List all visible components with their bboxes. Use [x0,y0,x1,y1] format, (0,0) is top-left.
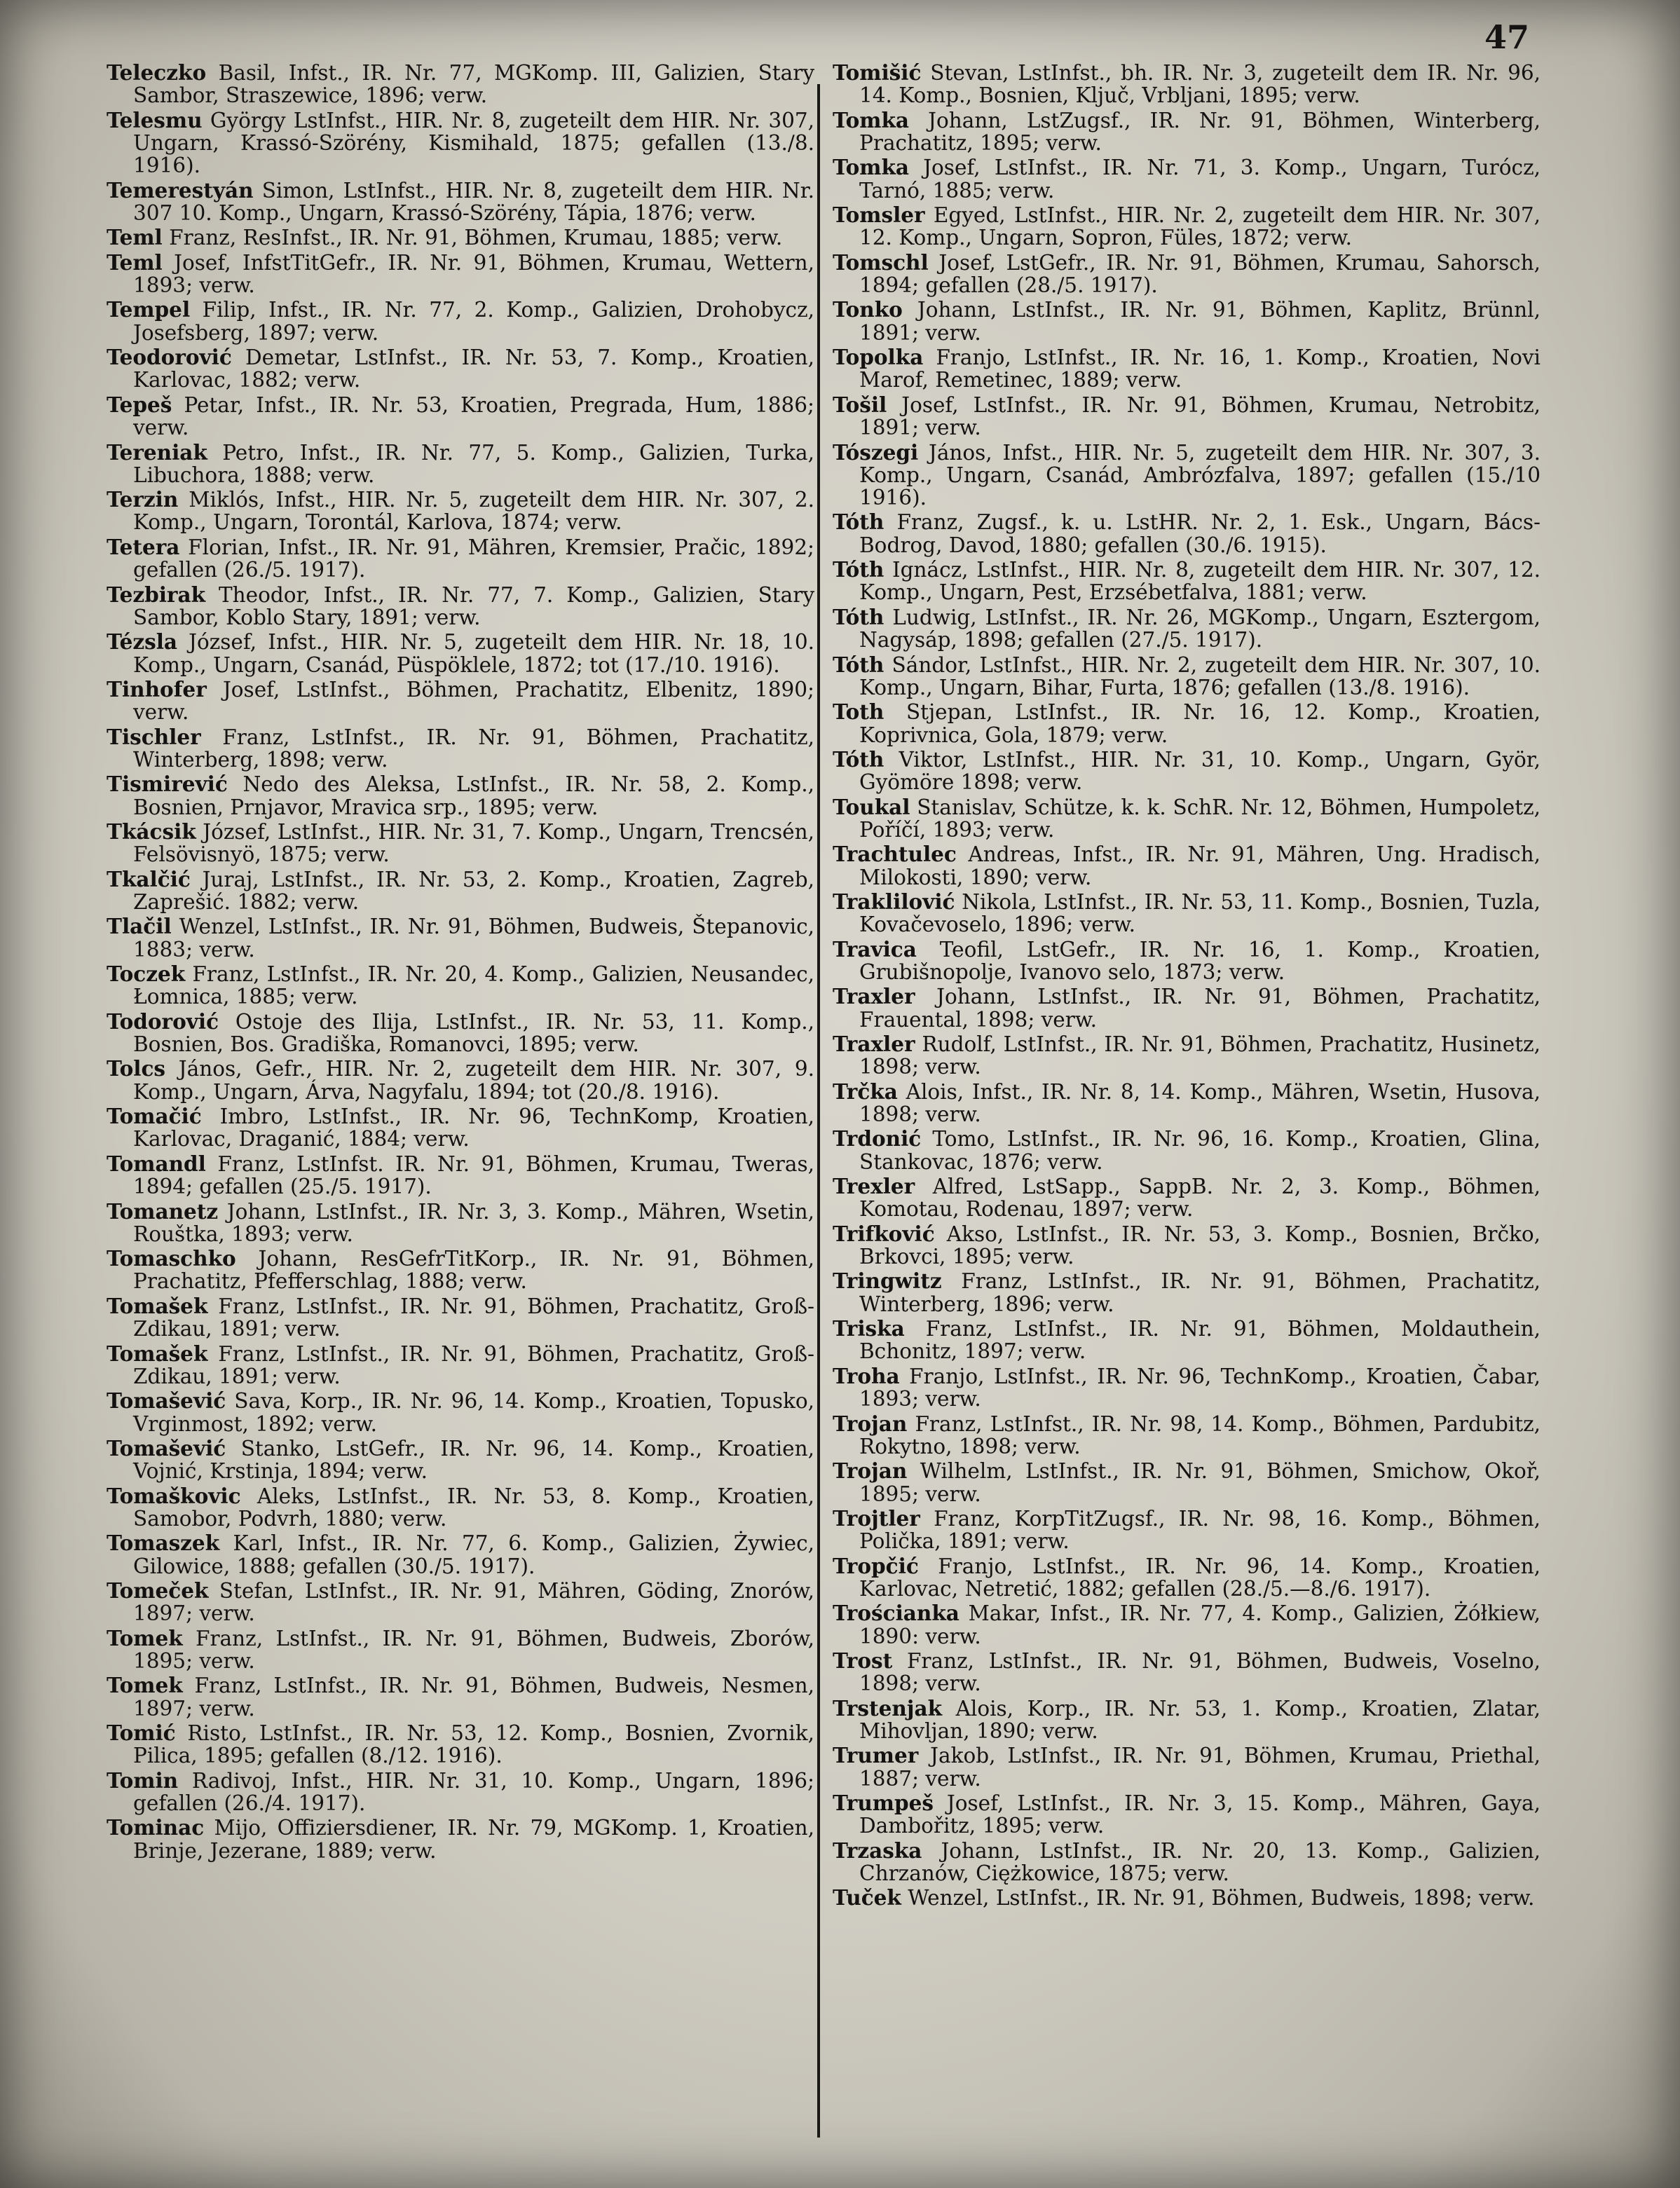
list-item [833,938,1541,984]
entry-surname: Tepeš [107,392,172,417]
entry-surname: Tetera [107,534,180,559]
entry-details: Franz, LstInfst., IR. Nr. 91, Böhmen, Budweis, Zborów, 1895; verw. [133,1626,814,1673]
entry-details: Franz, LstInfst., IR. Nr. 98, 14. Komp., Böhmen, Pardubitz, Rokytno, 1898; verw. [859,1411,1541,1458]
entry-surname: Tolcs [107,1056,166,1081]
entry-details: Miklós, Infst., HIR. Nr. 5, zugeteilt dem HIR. Nr. 307, 2. Komp., Ungarn, Torontál, Karlova, 1874; verw. [133,488,814,535]
entry-details: Sándor, LstInfst., HIR. Nr. 2, zugeteilt dem HIR. Nr. 307, 10. Komp., Ungarn, Bihar, Furta, 1876; gefallen (13./8. 1916). [859,652,1541,699]
list-item [833,1792,1541,1838]
list-item [107,678,814,724]
entry-details: Franz, LstInfst., IR. Nr. 20, 4. Komp., Galizien, Neusandec, Łomnica, 1885; verw. [133,962,814,1009]
entry-surname: Tringwitz [833,1269,942,1294]
list-item [833,985,1541,1031]
entry-details: Johann, ResGefrTitKorp., IR. Nr. 91, Böhmen, Prachatitz, Pfefferschlag, 1888; verw. [133,1247,814,1294]
list-item [833,62,1541,107]
list-item [833,394,1541,439]
list-item [833,511,1541,556]
entry-surname: Topolka [833,345,924,370]
list-item [107,439,814,487]
entry-details: Alois, Infst., IR. Nr. 8, 14. Komp., Mähren, Wsetin, Husova, 1898; verw. [859,1079,1541,1127]
entry-details: József, Infst., HIR. Nr. 5, zugeteilt dem HIR. Nr. 18, 10. Komp., Ungarn, Csanád, Püspöklele, 1872; tot (17./10. 1916). [133,630,814,677]
list-item [107,1770,814,1815]
entry-surname: Terzin [107,487,179,512]
entry-surname: Telesmu [107,107,203,132]
entry-details: Josef, LstInfst., IR. Nr. 91, Böhmen, Krumau, Netrobitz, 1891; verw. [859,392,1541,440]
entry-details: Stanislav, Schütze, k. k. SchR. Nr. 12, Böhmen, Humpoletz, Poříčí, 1893; verw. [859,795,1541,842]
entry-surname: Toth [833,699,885,725]
entry-details: Ignácz, LstInfst., HIR. Nr. 8, zugeteilt dem HIR. Nr. 307, 12. Komp., Ungarn, Pest, Erzsébetfalva, 1881; verw. [859,558,1541,605]
entry-surname: Tomek [107,1673,183,1698]
entry-details: Alfred, LstSapp., SappB. Nr. 2, 3. Komp., Böhmen, Komotau, Rodenau, 1897; verw. [859,1175,1541,1222]
entry-surname: Tropčić [833,1553,919,1578]
entry-details: Josef, LstInfst., Böhmen, Prachatitz, Elbenitz, 1890; verw. [133,677,814,725]
list-item [107,299,814,344]
entry-surname: Tóth [833,652,885,677]
page-number: 47 [1484,18,1530,56]
entry-surname: Tinhofer [107,676,207,702]
entry-details: Franz, LstInfst., IR. Nr. 91, Böhmen, Prachatitz, Groß-Zdikau, 1891; verw. [133,1341,814,1388]
list-item [833,843,1541,889]
entry-details: Johann, LstInfst., IR. Nr. 91, Böhmen, Prachatitz, Frauental, 1898; verw. [859,985,1541,1032]
entry-details: Teofil, LstGefr., IR. Nr. 16, 1. Komp., Kroatien, Grubišnopolje, Ivanovo selo, 1873; verw. [859,937,1541,984]
entry-details: Franz, Zugsf., k. u. LstHR. Nr. 2, 1. Esk., Ungarn, Bács-Bodrog, Davod, 1880; gefallen (30./6. 1915). [859,510,1541,557]
list-item [107,726,814,772]
list-item [107,109,814,177]
entry-details: Egyed, LstInfst., HIR. Nr. 2, zugeteilt dem HIR. Nr. 307, 12. Komp., Ungarn, Sopron, Füles, 1872; verw. [859,203,1541,250]
entry-surname: Tomka [833,107,910,132]
entry-surname: Tomin [107,1768,179,1793]
list-item [107,915,814,961]
entry-surname: Tomeček [107,1578,209,1603]
list-item [107,1437,814,1483]
list-item [107,1485,814,1531]
entry-details: Alois, Korp., IR. Nr. 53, 1. Komp., Kroatien, Zlatar, Mihovljan, 1890; verw. [859,1696,1541,1743]
entry-surname: Trojtler [833,1505,920,1531]
entry-surname: Trost [833,1648,893,1673]
entry-surname: Tischler [107,724,201,749]
entry-details: Ostoje des Ilija, LstInfst., IR. Nr. 53, 11. Komp., Bosnien, Bos. Gradiška, Romanovci, 1895; verw. [133,1009,814,1057]
entry-details: János, Infst., HIR. Nr. 5, zugeteilt dem HIR. Nr. 307, 3. Komp., Ungarn, Csanád, Ambrózfalva, 1897; gefallen (15./10 1916). [859,440,1541,510]
entry-details: Makar, Infst., IR. Nr. 77, 4. Komp., Galizien, Żółkiew, 1890: verw. [859,1601,1541,1648]
entry-surname: Tomschl [833,249,929,275]
entry-details: Stanko, LstGefr., IR. Nr. 96, 14. Komp., Kroatien, Vojnić, Krstinja, 1894; verw. [133,1436,814,1484]
entry-surname: Tézsla [107,629,178,655]
list-item [833,1744,1541,1790]
list-item [833,1460,1541,1505]
list-item [107,1817,814,1862]
entry-surname: Tomsler [833,203,925,228]
entry-details: Johann, LstInfst., IR. Nr. 91, Böhmen, Kaplitz, Brünnl, 1891; verw. [859,298,1541,345]
list-item [833,299,1541,344]
entry-surname: Teodorović [107,345,232,370]
list-item [833,1555,1541,1601]
entry-surname: Tereniak [107,439,207,465]
entry-surname: Trexler [833,1174,915,1199]
entry-details: Aleks, LstInfst., IR. Nr. 53, 8. Komp., Kroatien, Samobor, Podvrh, 1880; verw. [133,1484,814,1531]
list-item [107,1532,814,1578]
entry-surname: Trojan [833,1458,908,1484]
entry-surname: Tóth [833,746,885,772]
entry-details: Franz, LstInfst., IR. Nr. 91, Böhmen, Budweis, Voselno, 1898; verw. [859,1648,1541,1696]
entry-details: Risto, LstInfst., IR. Nr. 53, 12. Komp., Bosnien, Zvornik, Pilica, 1895; gefallen (8./12. 1916). [133,1721,814,1768]
list-item [833,156,1541,202]
entry-surname: Triska [833,1316,905,1341]
entry-details: Wenzel, LstInfst., IR. Nr. 91, Böhmen, Budweis, 1898; verw. [901,1886,1535,1910]
entry-surname: Tóth [833,604,885,629]
entry-details: Josef, LstInfst., IR. Nr. 71, 3. Komp., Ungarn, Turócz, Tarnó, 1885; verw. [859,156,1541,203]
list-item [833,1128,1541,1173]
entry-details: Simon, LstInfst., HIR. Nr. 8, zugeteilt dem HIR. Nr. 307 10. Komp., Ungarn, Krassó-Szörény, Tápia, 1876; verw. [133,178,814,225]
entry-details: Tomo, LstInfst., IR. Nr. 96, 16. Komp., Kroatien, Glina, Stankovac, 1876; verw. [859,1127,1541,1174]
list-item [107,584,814,629]
entry-details: Theodor, Infst., IR. Nr. 77, 7. Komp., Galizien, Stary Sambor, Koblo Stary, 1891; verw. [133,582,814,629]
entry-details: Stefan, LstInfst., IR. Nr. 91, Mähren, Göding, Znorów, 1897; verw. [133,1579,814,1626]
list-item [107,536,814,582]
entry-surname: Trstenjak [833,1695,943,1721]
left-column [107,62,814,1864]
list-item [833,701,1541,746]
list-item [107,1343,814,1388]
entry-surname: Temerestyán [107,177,254,203]
list-item [833,1413,1541,1458]
entry-surname: Tlačil [107,914,172,939]
entry-details: Wilhelm, LstInfst., IR. Nr. 91, Böhmen, Smichow, Okoř, 1895; verw. [859,1459,1541,1506]
entry-surname: Tóth [833,557,885,582]
entry-surname: Trdonić [833,1126,922,1151]
list-item [833,346,1541,392]
entry-surname: Trifković [833,1221,935,1246]
list-item [107,62,814,107]
entry-surname: Tismirević [107,772,228,797]
entry-details: György LstInfst., HIR. Nr. 8, zugeteilt dem HIR. Nr. 307, Ungarn, Krassó-Szörény, Kismihald, 1875; gefallen (13./8. 1916). [133,108,814,178]
list-item [833,1223,1541,1269]
list-item [107,346,814,392]
list-item [833,796,1541,842]
right-column [833,62,1541,1912]
entry-details: József, LstInfst., HIR. Nr. 31, 7. Komp., Ungarn, Trencsén, Felsövisnyö, 1875; verw. [133,820,814,867]
list-item [107,821,814,866]
list-item [107,1198,814,1246]
list-item [107,1627,814,1673]
entry-surname: Tomišić [833,60,922,85]
entry-details: Johann, LstZugsf., IR. Nr. 91, Böhmen, Winterberg, Prachatitz, 1895; verw. [859,108,1541,155]
list-item [833,1887,1541,1909]
entry-details: Florian, Infst., IR. Nr. 91, Mähren, Kremsier, Pračic, 1892; gefallen (26./5. 1917). [133,535,814,582]
entry-details: Franz, LstInfst., IR. Nr. 91, Böhmen, Moldauthein, Bchonitz, 1897; verw. [859,1317,1541,1364]
entry-surname: Travica [833,936,917,962]
list-item [107,179,814,225]
entry-surname: Tomašević [107,1388,226,1414]
entry-surname: Tomanetz [107,1198,219,1224]
list-item [833,1650,1541,1695]
entry-details: Franjo, LstInfst., IR. Nr. 96, TechnKomp., Kroatien, Čabar, 1893; verw. [859,1364,1541,1411]
entry-details: Juraj, LstInfst., IR. Nr. 53, 2. Komp., Kroatien, Zagreb, Zaprešić. 1882; verw. [133,867,814,914]
entry-surname: Toczek [107,962,186,987]
entry-details: Josef, InfstTitGefr., IR. Nr. 91, Böhmen, Krumau, Wettern, 1893; verw. [133,250,814,298]
entry-details: Franz, LstInfst., IR. Nr. 91, Böhmen, Prachatitz, Winterberg, 1898; verw. [133,725,814,772]
entry-details: Franz, KorpTitZugsf., IR. Nr. 98, 16. Komp., Böhmen, Polička, 1891; verw. [859,1506,1541,1554]
list-item [833,249,1541,298]
entry-surname: Trościanka [833,1601,959,1626]
list-item [107,773,814,819]
entry-surname: Tomaschko [107,1246,236,1271]
list-item [107,1390,814,1435]
entry-surname: Tempel [107,297,191,322]
entry-surname: Tomašević [107,1435,226,1461]
entry-surname: Trojan [833,1411,908,1436]
entry-details: Filip, Infst., IR. Nr. 77, 2. Komp., Galizien, Drohobycz, Josefsberg, 1897; verw. [133,298,814,345]
list-item [107,1295,814,1341]
entry-surname: Tkácsik [107,819,196,844]
list-item [833,1507,1541,1553]
entry-details: Johann, LstInfst., IR. Nr. 20, 13. Komp., Galizien, Chrzanów, Ciężkowice, 1875; verw. [859,1838,1541,1886]
entry-details: Mijo, Offiziersdiener, IR. Nr. 79, MGKomp. 1, Kroatien, Brinje, Jezerane, 1889; verw. [133,1816,814,1863]
entry-details: Stevan, LstInfst., bh. IR. Nr. 3, zugeteilt dem IR. Nr. 96, 14. Komp., Bosnien, Ključ, Vrbljani, 1895; verw. [859,61,1541,108]
entry-surname: Traxler [833,984,915,1009]
entry-details: Nikola, LstInfst., IR. Nr. 53, 11. Komp., Bosnien, Tuzla, Kovačevoselo, 1896; verw. [859,889,1541,937]
entry-details: Radivoj, Infst., HIR. Nr. 31, 10. Komp., Ungarn, 1896; gefallen (26./4. 1917). [133,1768,814,1816]
list-item [107,1580,814,1625]
list-item [833,204,1541,249]
entry-surname: Todorović [107,1008,219,1034]
entry-details: Viktor, LstInfst., HIR. Nr. 31, 10. Komp., Ungarn, Györ, Gyömöre 1898; verw. [859,747,1541,795]
list-item [833,1318,1541,1363]
list-item [833,654,1541,699]
entry-details: Franz, LstInfst., IR. Nr. 91, Böhmen, Prachatitz, Groß-Zdikau, 1891; verw. [133,1294,814,1341]
entry-details: Nedo des Aleksa, LstInfst., IR. Nr. 58, 2. Komp., Bosnien, Prnjavor, Mravica srp., 1895; verw. [133,772,814,819]
entry-surname: Teleczko [107,60,207,85]
entry-surname: Tomaškovic [107,1483,241,1508]
entry-surname: Trumer [833,1743,919,1768]
entry-details: Josef, LstInfst., IR. Nr. 3, 15. Komp., Mähren, Gaya, Dambořitz, 1895; verw. [859,1791,1541,1838]
entry-details: Basil, Infst., IR. Nr. 77, MGKomp. III, Galizien, Stary Sambor, Straszewice, 1896; verw. [133,61,814,108]
list-item [107,1153,814,1198]
entry-surname: Tószegi [833,439,919,465]
entry-details: Petro, Infst., IR. Nr. 77, 5. Komp., Galizien, Turka, Libuchora, 1888; verw. [133,440,814,487]
list-item [833,109,1541,155]
entry-details: Franz, LstInfst., IR. Nr. 91, Böhmen, Prachatitz, Winterberg, 1896; verw. [859,1269,1541,1316]
entry-details: Petar, Infst., IR. Nr. 53, Kroatien, Pregrada, Hum, 1886; verw. [133,392,814,440]
entry-details: Akso, LstInfst., IR. Nr. 53, 3. Komp., Bosnien, Brčko, Brkovci, 1895; verw. [859,1222,1541,1269]
entry-details: Franz, ResInfst., IR. Nr. 91, Böhmen, Krumau, 1885; verw. [162,226,783,250]
entry-surname: Trumpeš [833,1791,934,1816]
entry-details: Sava, Korp., IR. Nr. 96, 14. Komp., Kroatien, Topusko, Vrginmost, 1892; verw. [133,1389,814,1436]
entry-surname: Tomandl [107,1151,206,1176]
entry-details: Demetar, LstInfst., IR. Nr. 53, 7. Komp., Kroatien, Karlovac, 1882; verw. [133,346,814,392]
entry-surname: Tezbirak [107,582,206,607]
entry-surname: Tomka [833,155,910,180]
column-divider [817,84,820,2138]
list-item [833,1365,1541,1411]
entry-details: Jakob, LstInfst., IR. Nr. 91, Böhmen, Krumau, Priethal, 1887; verw. [859,1744,1541,1791]
list-item [107,394,814,439]
entry-surname: Trčka [833,1079,898,1104]
entry-surname: Tomek [107,1625,183,1650]
entry-details: Johann, LstInfst., IR. Nr. 3, 3. Komp., Mähren, Wsetin, Rouštka, 1893; verw. [133,1199,814,1246]
list-item [107,488,814,534]
entry-details: Franz, LstInfst. IR. Nr. 91, Böhmen, Krumau, Tweras, 1894; gefallen (25./5. 1917). [133,1151,814,1199]
list-item [833,1697,1541,1743]
entry-surname: Trachtulec [833,842,957,867]
entry-details: János, Gefr., HIR. Nr. 2, zugeteilt dem HIR. Nr. 307, 9. Komp., Ungarn, Árva, Nagyfalu, 1894; tot (20./8. 1916). [133,1057,814,1104]
entry-surname: Tomašek [107,1341,208,1366]
entry-surname: Trzaska [833,1838,922,1863]
entry-details: Josef, LstGefr., IR. Nr. 91, Böhmen, Krumau, Sahorsch, 1894; gefallen (28./5. 1917). [859,250,1541,298]
entry-surname: Tomašek [107,1293,208,1318]
entry-details: Rudolf, LstInfst., IR. Nr. 91, Böhmen, Prachatitz, Husinetz, 1898; verw. [859,1032,1541,1079]
entry-details: Ludwig, LstInfst., IR. Nr. 26, MGKomp., Ungarn, Esztergom, Nagysáp, 1898; gefallen (27./5. 1917). [859,605,1541,652]
list-item [107,1105,814,1151]
entry-surname: Traxler [833,1032,915,1057]
list-item [107,249,814,298]
entry-surname: Tomaszek [107,1531,220,1556]
entry-surname: Troha [833,1363,900,1388]
list-item [833,1840,1541,1885]
entry-surname: Tominac [107,1815,205,1840]
list-item [833,1270,1541,1315]
list-item [107,1058,814,1103]
list-item [833,559,1541,604]
entry-surname: Tóth [833,510,885,535]
entry-details: Franjo, LstInfst., IR. Nr. 16, 1. Komp., Kroatien, Novi Marof, Remetinec, 1889; verw. [859,346,1541,392]
list-item [107,226,814,249]
list-item [833,439,1541,510]
list-item [833,1033,1541,1079]
list-item [107,1674,814,1720]
entry-details: Franz, LstInfst., IR. Nr. 91, Böhmen, Budweis, Nesmen, 1897; verw. [133,1674,814,1721]
entry-surname: Tošil [833,392,887,417]
list-item [107,1008,814,1057]
entry-surname: Teml [107,225,163,250]
list-item [107,963,814,1008]
list-item [833,1602,1541,1648]
list-item [107,868,814,914]
entry-details: Andreas, Infst., IR. Nr. 91, Mähren, Ung. Hradisch, Milokosti, 1890; verw. [859,842,1541,889]
list-item [107,1247,814,1293]
list-item [833,606,1541,652]
entry-surname: Tuček [833,1885,901,1910]
list-item [107,631,814,676]
entry-details: Imbro, LstInfst., IR. Nr. 96, TechnKomp, Kroatien, Karlovac, Draganić, 1884; verw. [133,1105,814,1151]
entry-details: Franjo, LstInfst., IR. Nr. 96, 14. Komp., Kroatien, Karlovac, Netretić, 1882; gefallen (28./5.—8./6. 1917). [859,1554,1541,1601]
entry-surname: Traklilović [833,889,955,914]
entry-details: Karl, Infst., IR. Nr. 77, 6. Komp., Galizien, Żywiec, Gilowice, 1888; gefallen (30./5. 1917). [133,1531,814,1578]
entry-surname: Tkalčić [107,866,191,891]
entry-details: Stjepan, LstInfst., IR. Nr. 16, 12. Komp., Kroatien, Koprivnica, Gola, 1879; verw. [859,700,1541,747]
entry-surname: Tomić [107,1721,176,1746]
list-item [833,1175,1541,1221]
list-item [833,1081,1541,1126]
list-item [833,748,1541,794]
entry-surname: Toukal [833,794,910,819]
entry-surname: Tonko [833,297,903,322]
entry-surname: Teml [107,249,163,275]
entry-details: Wenzel, LstInfst., IR. Nr. 91, Böhmen, Budweis, Štepanovic, 1883; verw. [133,915,814,962]
list-item [833,891,1541,936]
entry-surname: Tomačić [107,1104,202,1129]
list-item [107,1722,814,1768]
